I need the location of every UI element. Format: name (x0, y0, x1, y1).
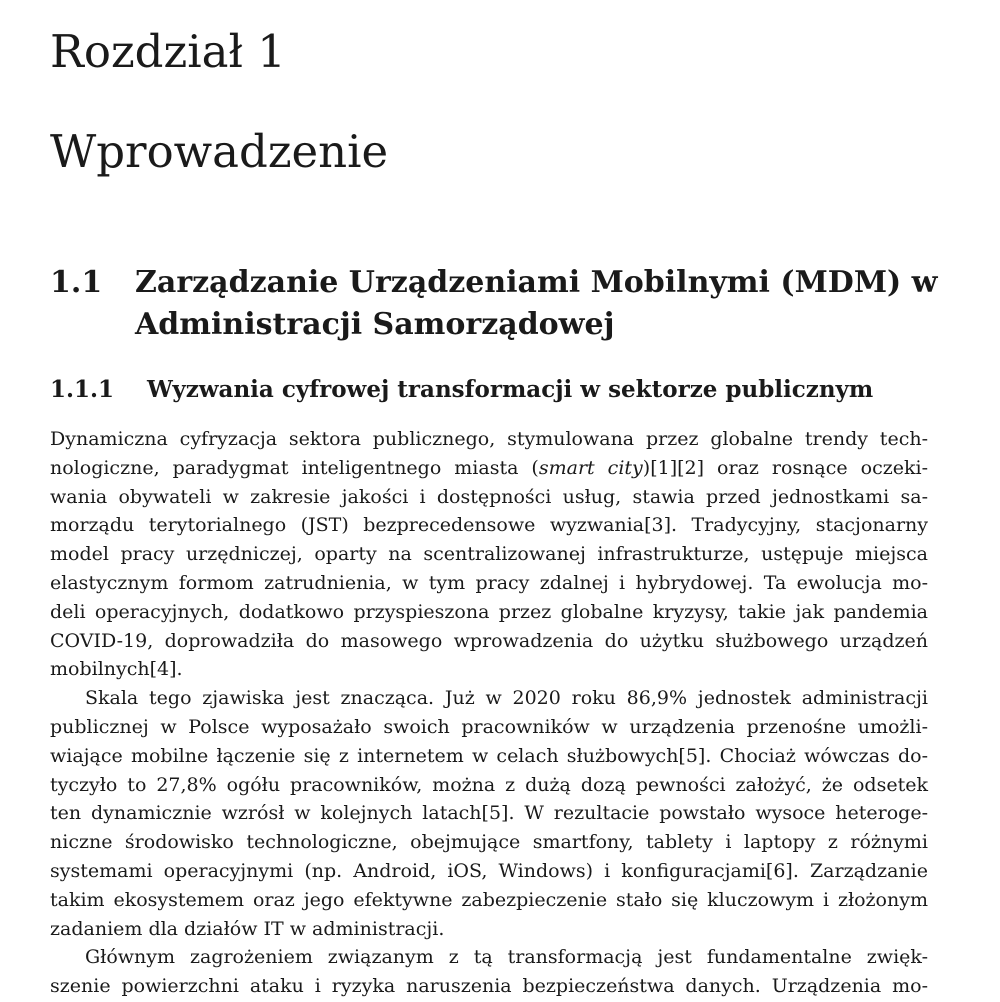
paragraph-line: Głównym zagrożeniem związanym z tą transformacją jest fundamentalne zwięk- (85, 946, 928, 969)
subsection-number: 1.1.1 (50, 376, 115, 403)
paragraph-line: mobilnych[4]. (50, 658, 183, 681)
paragraph-line: takim ekosystemem oraz jego efektywne zabezpieczenie stało się kluczowym i złożonym (50, 888, 928, 911)
chapter-label: Rozdział 1 (50, 25, 286, 78)
paragraph-line: elastycznym formom zatrudnienia, w tym pracy zdalnej i hybrydowej. Ta ewolucja mo- (50, 571, 928, 594)
paragraph-line: morządu terytorialnego (JST) bezprecedensowe wyzwania[3]. Tradycyjny, stacjonarny (50, 514, 928, 537)
paragraph-line: model pracy urzędniczej, oparty na scentralizowanej infrastrukturze, ustępuje miejsca (50, 543, 928, 566)
paragraph-line: niczne środowisko technologiczne, obejmujące smartfony, tablety i laptopy z różnymi (50, 831, 928, 854)
paragraph-line: deli operacyjnych, dodatkowo przyspieszona przez globalne kryzysy, takie jak pandemia (50, 600, 928, 623)
chapter-title: Wprowadzenie (50, 125, 389, 178)
subsection-title: Wyzwania cyfrowej transformacji w sektorze publicznym (147, 376, 874, 403)
paragraph-line: nologiczne, paradygmat inteligentnego miasta (smart city)[1][2] oraz rosnące oczeki- (50, 456, 928, 479)
paragraph-line: szenie powierzchni ataku i ryzyka naruszenia bezpieczeństwa danych. Urządzenia mo- (50, 975, 928, 998)
paragraph-line: wiające mobilne łączenie się z internetem w celach służbowych[5]. Chociaż wówczas do- (50, 744, 928, 767)
paragraph-line: zadaniem dla działów IT w administracji. (50, 917, 445, 940)
body-text (50, 425, 928, 1001)
paragraph-line: ten dynamicznie wzrósł w kolejnych latach[5]. W rezultacie powstało wysoce heteroge- (50, 802, 928, 825)
paragraph-line: Skala tego zjawiska jest znacząca. Już w 2020 roku 86,9% jednostek administracji (85, 687, 928, 710)
paragraph-line: publicznej w Polsce wyposażało swoich pracowników w urządzenia przenośne umożli- (50, 715, 928, 738)
paragraph-line: wania obywateli w zakresie jakości i dostępności usług, stawia przed jednostkami sa- (50, 485, 928, 508)
paragraph-line: COVID-19, doprowadziła do masowego wprowadzenia do użytku służbowego urządzeń (50, 629, 928, 652)
section-number: 1.1 (50, 265, 103, 300)
paragraph-line: systemami operacyjnymi (np. Android, iOS, Windows) i konfiguracjami[6]. Zarządzanie (50, 859, 928, 882)
emphasis-text: smart city (538, 456, 643, 479)
section-title: Zarządzanie Urządzeniami Mobilnymi (MDM) w Administracji Samorządowej (135, 265, 938, 342)
paragraph-line: tyczyło to 27,8% ogółu pracowników, można z dużą dozą pewności założyć, że odsetek (50, 773, 928, 796)
paragraph-line: Dynamiczna cyfryzacja sektora publicznego, stymulowana przez globalne trendy tech- (50, 428, 928, 450)
